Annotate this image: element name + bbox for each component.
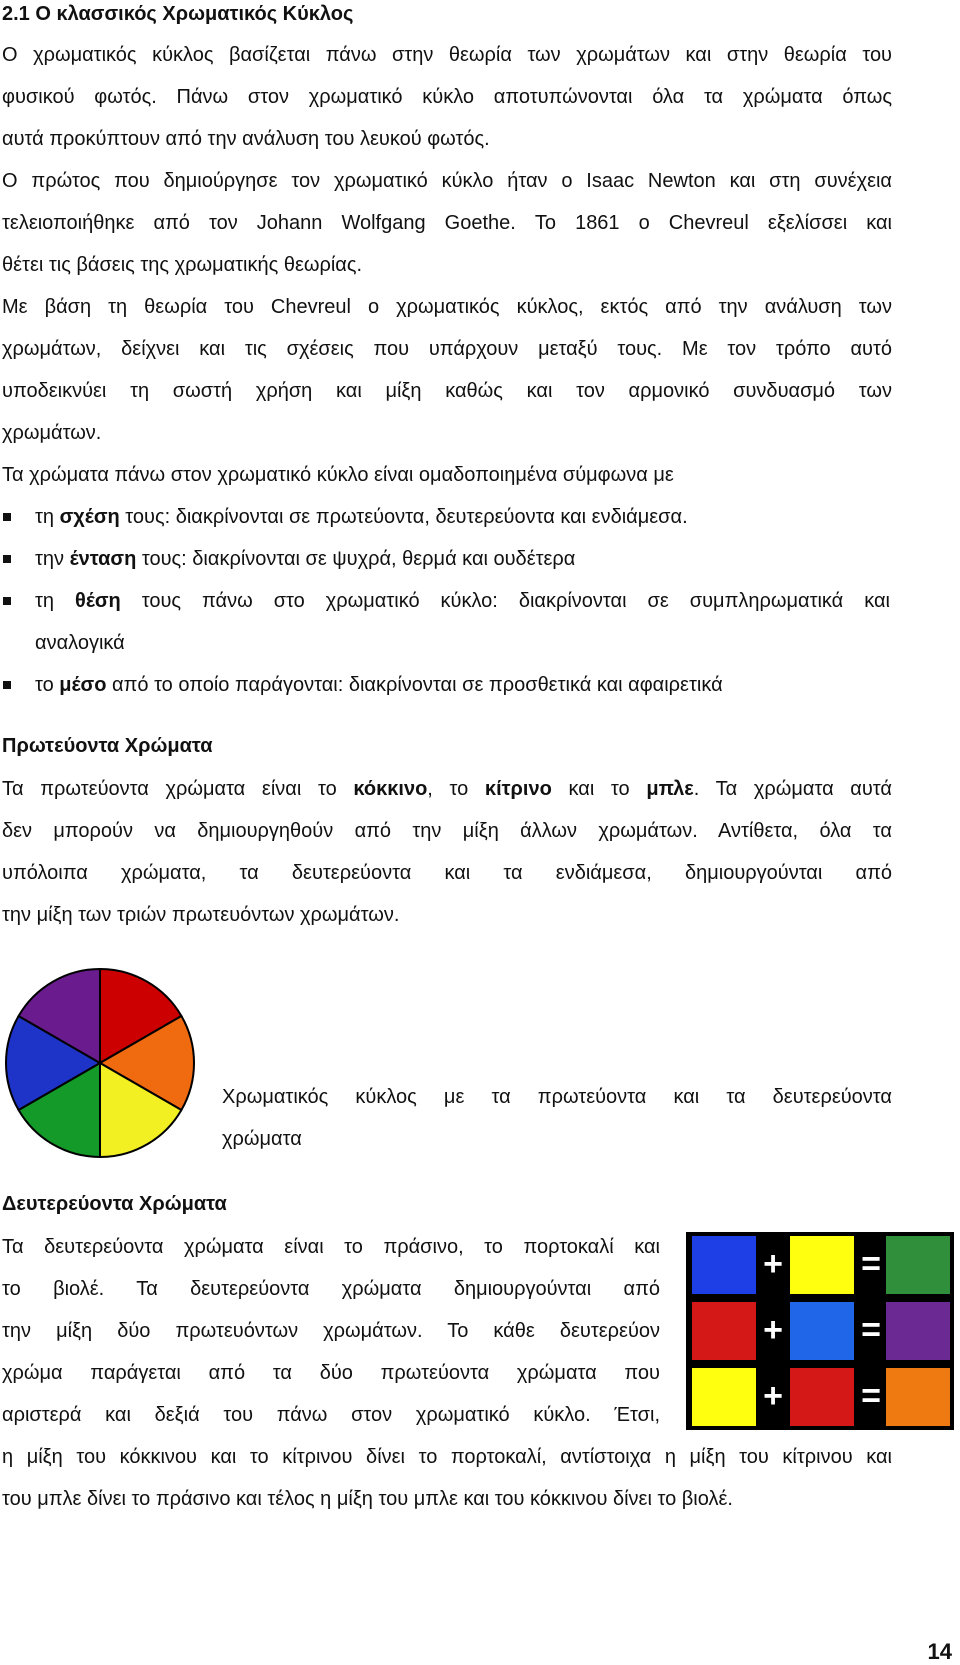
plus-symbol: +: [763, 1245, 783, 1283]
page-number: 14: [927, 1639, 952, 1664]
section-title: 2.1 Ο κλασσικός Χρωματικός Κύκλος: [2, 3, 354, 25]
bullet-continuation: αναλογικά: [35, 632, 125, 654]
intro-line: Τα χρώματα πάνω στον χρωματικό κύκλο είναι ομαδοποιημένα σύμφωνα με: [2, 464, 674, 486]
primary-line: Τα πρωτεύοντα χρώματα είναι το κόκκινο, το κίτρινο και το μπλε. Τα χρώματα αυτά: [2, 778, 892, 800]
mix-swatch: [886, 1368, 950, 1426]
intro-line: φυσικού φωτός. Πάνω στον χρωματικό κύκλο αποτυπώνονται όλα τα χρώματα όπως: [2, 86, 892, 108]
secondary-line: του μπλε δίνει το πράσινο και τέλος η μίξη του μπλε και του κόκκινου δίνει το βιολέ.: [2, 1488, 733, 1510]
primary-line: δεν μπορούν να δημιουργηθούν από την μίξη άλλων χρωμάτων. Αντίθετα, όλα τα: [2, 820, 892, 842]
secondary-line: αριστερά και δεξιά του πάνω στον χρωματικό κύκλο. Έτσι,: [2, 1404, 660, 1426]
secondary-heading: Δευτερεύοντα Χρώματα: [2, 1193, 227, 1215]
mix-swatch: [886, 1236, 950, 1294]
mix-swatch: [886, 1302, 950, 1360]
wheel-caption: Χρωματικός κύκλος με τα πρωτεύοντα και τα δευτερεύοντα: [222, 1086, 892, 1108]
equals-symbol: =: [861, 1311, 881, 1349]
color-wheel: [0, 963, 200, 1163]
primary-line: υπόλοιπα χρώματα, τα δευτερεύοντα και τα ενδιάμεσα, δημιουργούνται από: [2, 862, 892, 884]
mix-swatch: [692, 1236, 756, 1294]
plus-symbol: +: [763, 1311, 783, 1349]
intro-line: χρωμάτων.: [2, 422, 102, 444]
intro-line: χρωμάτων, δείχνει και τις σχέσεις που υπάρχουν μεταξύ τους. Με τον τρόπο αυτό: [2, 338, 892, 360]
primary-heading: Πρωτεύοντα Χρώματα: [2, 735, 213, 757]
intro-line: Με βάση τη θεωρία του Chevreul ο χρωματικός κύκλος, εκτός από την ανάλυση των: [2, 296, 892, 318]
color-mixing-grid: [686, 1232, 954, 1430]
intro-line: αυτά προκύπτουν από την ανάλυση του λευκού φωτός.: [2, 128, 490, 150]
secondary-line: το βιολέ. Τα δευτερεύοντα χρώματα δημιουργούνται από: [2, 1278, 660, 1300]
bullet-marker: [3, 681, 11, 689]
primary-line: την μίξη των τριών πρωτευόντων χρωμάτων.: [2, 904, 400, 926]
wheel-caption: χρώματα: [222, 1128, 302, 1150]
intro-line: Ο χρωματικός κύκλος βασίζεται πάνω στην θεωρία των χρωμάτων και στην θεωρία του: [2, 44, 892, 66]
bullet-marker: [3, 513, 11, 521]
plus-symbol: +: [763, 1377, 783, 1415]
mix-swatch: [790, 1368, 854, 1426]
intro-line: θέτει τις βάσεις της χρωματικής θεωρίας.: [2, 254, 363, 276]
secondary-line: Τα δευτερεύοντα χρώματα είναι το πράσινο, το πορτοκαλί και: [2, 1236, 660, 1258]
bullet-marker: [3, 555, 11, 563]
mix-swatch: [790, 1236, 854, 1294]
intro-line: τελειοποιήθηκε από τον Johann Wolfgang Goethe. Το 1861 ο Chevreul εξελίσσει και: [2, 212, 892, 234]
intro-line: υποδεικνύει τη σωστή χρήση και μίξη καθώς και τον αρμονικό συνδυασμό των: [2, 380, 892, 402]
secondary-line: την μίξη δύο πρωτευόντων χρωμάτων. Το κάθε δευτερεύον: [2, 1320, 660, 1342]
bullet-marker: [3, 597, 11, 605]
mix-swatch: [692, 1302, 756, 1360]
equals-symbol: =: [861, 1377, 881, 1415]
mix-swatch: [692, 1368, 756, 1426]
intro-line: Ο πρώτος που δημιούργησε τον χρωματικό κύκλο ήταν ο Isaac Newton και στη συνέχεια: [2, 170, 892, 192]
secondary-line: χρώμα παράγεται από τα δύο πρωτεύοντα χρώματα που: [2, 1362, 660, 1384]
mix-swatch: [790, 1302, 854, 1360]
secondary-line: η μίξη του κόκκινου και το κίτρινου δίνει το πορτοκαλί, αντίστοιχα η μίξη του κίτρινου και: [2, 1446, 892, 1468]
equals-symbol: =: [861, 1245, 881, 1283]
